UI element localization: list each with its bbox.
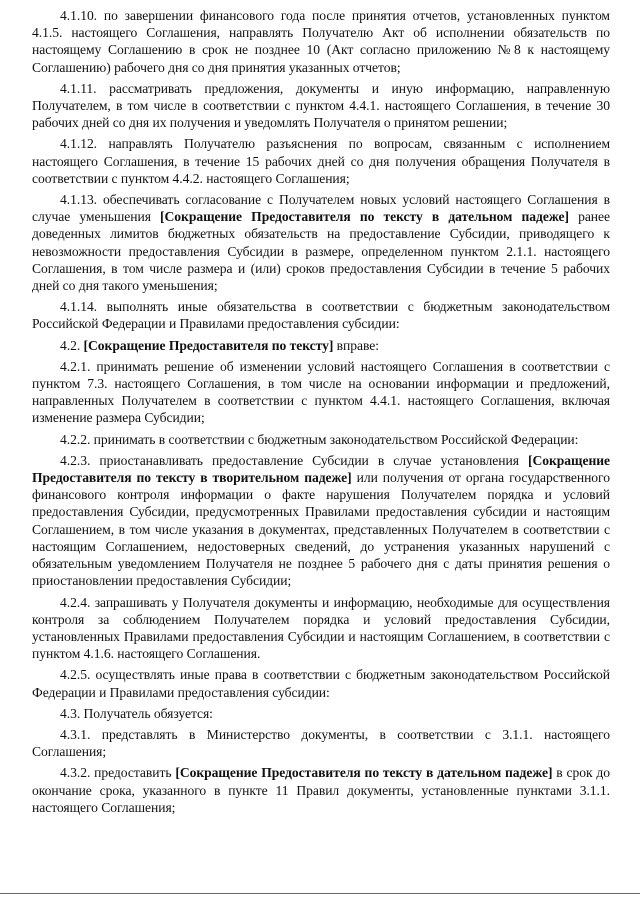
paragraph-text: 4.1.12. направлять Получателю разъяснения по вопросам, связанным с исполнением настоящего Соглашения, в течение 15 рабочих дней со дня получения обращения Получателя в соответствии с пунктом 4.4.2. настоящего Соглашения; bbox=[32, 136, 610, 186]
placeholder-text: [Сокращение Предоставителя по тексту в дательном падеже] bbox=[160, 209, 569, 225]
paragraph-p4-1-11 bbox=[32, 80, 610, 132]
paragraph-text: ранее доведенных лимитов бюджетных обязательств на предоставление Субсидии, приводящего к невозможности предоставления Субсидии в размере, определенном пунктом 2.1.1. настоящего Соглашения, в том числе размера и (или) сроков предоставления Субсидии в течение 5 рабочих дней со дня такого уменьшения; bbox=[32, 209, 610, 294]
paragraph-p4-2-2 bbox=[32, 431, 610, 448]
paragraph-p4-2 bbox=[32, 337, 610, 354]
paragraph-p4-1-10 bbox=[32, 7, 610, 76]
paragraph-text: 4.3.2. предоставить bbox=[60, 765, 176, 781]
paragraph-p4-3-1 bbox=[32, 726, 610, 760]
paragraph-p4-1-14 bbox=[32, 298, 610, 332]
paragraph-text: 4.3.1. представлять в Министерство документы, в соответствии с 3.1.1. настоящего Соглашения; bbox=[32, 726, 610, 760]
paragraph-p4-1-12 bbox=[32, 135, 610, 187]
page-bottom-rule bbox=[0, 893, 640, 894]
paragraph-text: 4.2.4. запрашивать у Получателя документы и информацию, необходимые для осуществления контроля за соблюдением Получателем порядка и условий предоставления Субсидии, установленных Правилами предоставления Субсидии и настоящим Соглашением, в соответствии с пунктом 4.1.6. настоящего Соглашения. bbox=[32, 594, 610, 662]
placeholder-text: [Сокращение Предоставителя по тексту] bbox=[83, 337, 334, 353]
paragraph-text: 4.2.1. принимать решение об изменении условий настоящего Соглашения в соответствии с пунктом 7.3. настоящего Соглашения, в том числе на основании информации и предложений, направленных Получателем в соответствии с пунктом 4.4.1. настоящего Соглашения, включая изменение размера Субсидии; bbox=[32, 358, 610, 426]
paragraph-text: или получения от органа государственного финансового контроля информации о факте нарушения Получателем порядка и условий предоставления Субсидии, предусмотренных Правилами предоставления субсидии и настоящим Соглашением, в том числе указания в документах, представленных Получателем в соответствии с настоящим Соглашением, недостоверных сведений, до устранения указанных нарушений с обязательным уведомлением Получателя не позднее 5 рабочего дня с даты принятия решения о приостановлении предоставления Субсидии; bbox=[32, 470, 610, 589]
paragraph-p4-1-13 bbox=[32, 191, 610, 294]
paragraph-text: 4.1.13. обеспечивать согласование с Получателем новых условий настоящего Соглашения в случае уменьшения bbox=[32, 192, 610, 225]
paragraph-p4-3 bbox=[32, 705, 610, 722]
paragraph-text: 4.1.14. выполнять иные обязательства в соответствии с бюджетным законодательством Российской Федерации и Правилами предоставления субсидии: bbox=[32, 299, 610, 332]
paragraph-text: 4.1.11. рассматривать предложения, документы и иную информацию, направленную Получателем, в том числе в соответствии с пунктом 4.4.1. настоящего Соглашения, в течение 30 рабочих дней со дня их получения и уведомлять Получателя о принятом решении; bbox=[32, 80, 610, 131]
paragraph-text: 4.2.3. приостанавливать предоставление Субсидии в случае установления bbox=[60, 452, 528, 468]
placeholder-text: [Сокращение Предоставителя по тексту в творительном падеже] bbox=[32, 452, 610, 486]
paragraph-text: 4.2.2. принимать в соответствии с бюджетным законодательством Российской Федерации: bbox=[60, 431, 579, 447]
paragraph-text: в срок до окончание срока, указанного в пункте 11 Правил документы, установленные пунктами 3.1.1. настоящего Соглашения; bbox=[32, 765, 611, 815]
paragraph-p4-2-1 bbox=[32, 358, 610, 427]
paragraph-p4-2-4 bbox=[32, 594, 610, 663]
paragraph-text: 4.2.5. осуществлять иные права в соответствии с бюджетным законодательством Российской Федерации и Правилами предоставления субсидии: bbox=[32, 667, 610, 700]
paragraph-text: 4.1.10. по завершении финансового года после принятия отчетов, установленных пунктом 4.1.5. настоящего Соглашения, направлять Получателю Акт об исполнении обязательств по настоящему Соглашению в срок не позднее 10 (Акт согласно приложению №8 к настоящему Соглашению) рабочего дня со дня принятия указанных отчетов; bbox=[32, 8, 610, 75]
document-body bbox=[32, 7, 610, 816]
paragraph-text: 4.3. Получатель обязуется: bbox=[60, 705, 213, 721]
paragraph-p4-2-3 bbox=[32, 452, 610, 590]
paragraph-p4-2-5 bbox=[32, 666, 610, 700]
paragraph-text: вправе: bbox=[333, 337, 379, 353]
placeholder-text: [Сокращение Предоставителя по тексту в дательном падеже] bbox=[175, 765, 553, 781]
paragraph-text: 4.2. bbox=[60, 337, 84, 353]
paragraph-p4-3-2 bbox=[32, 764, 610, 816]
